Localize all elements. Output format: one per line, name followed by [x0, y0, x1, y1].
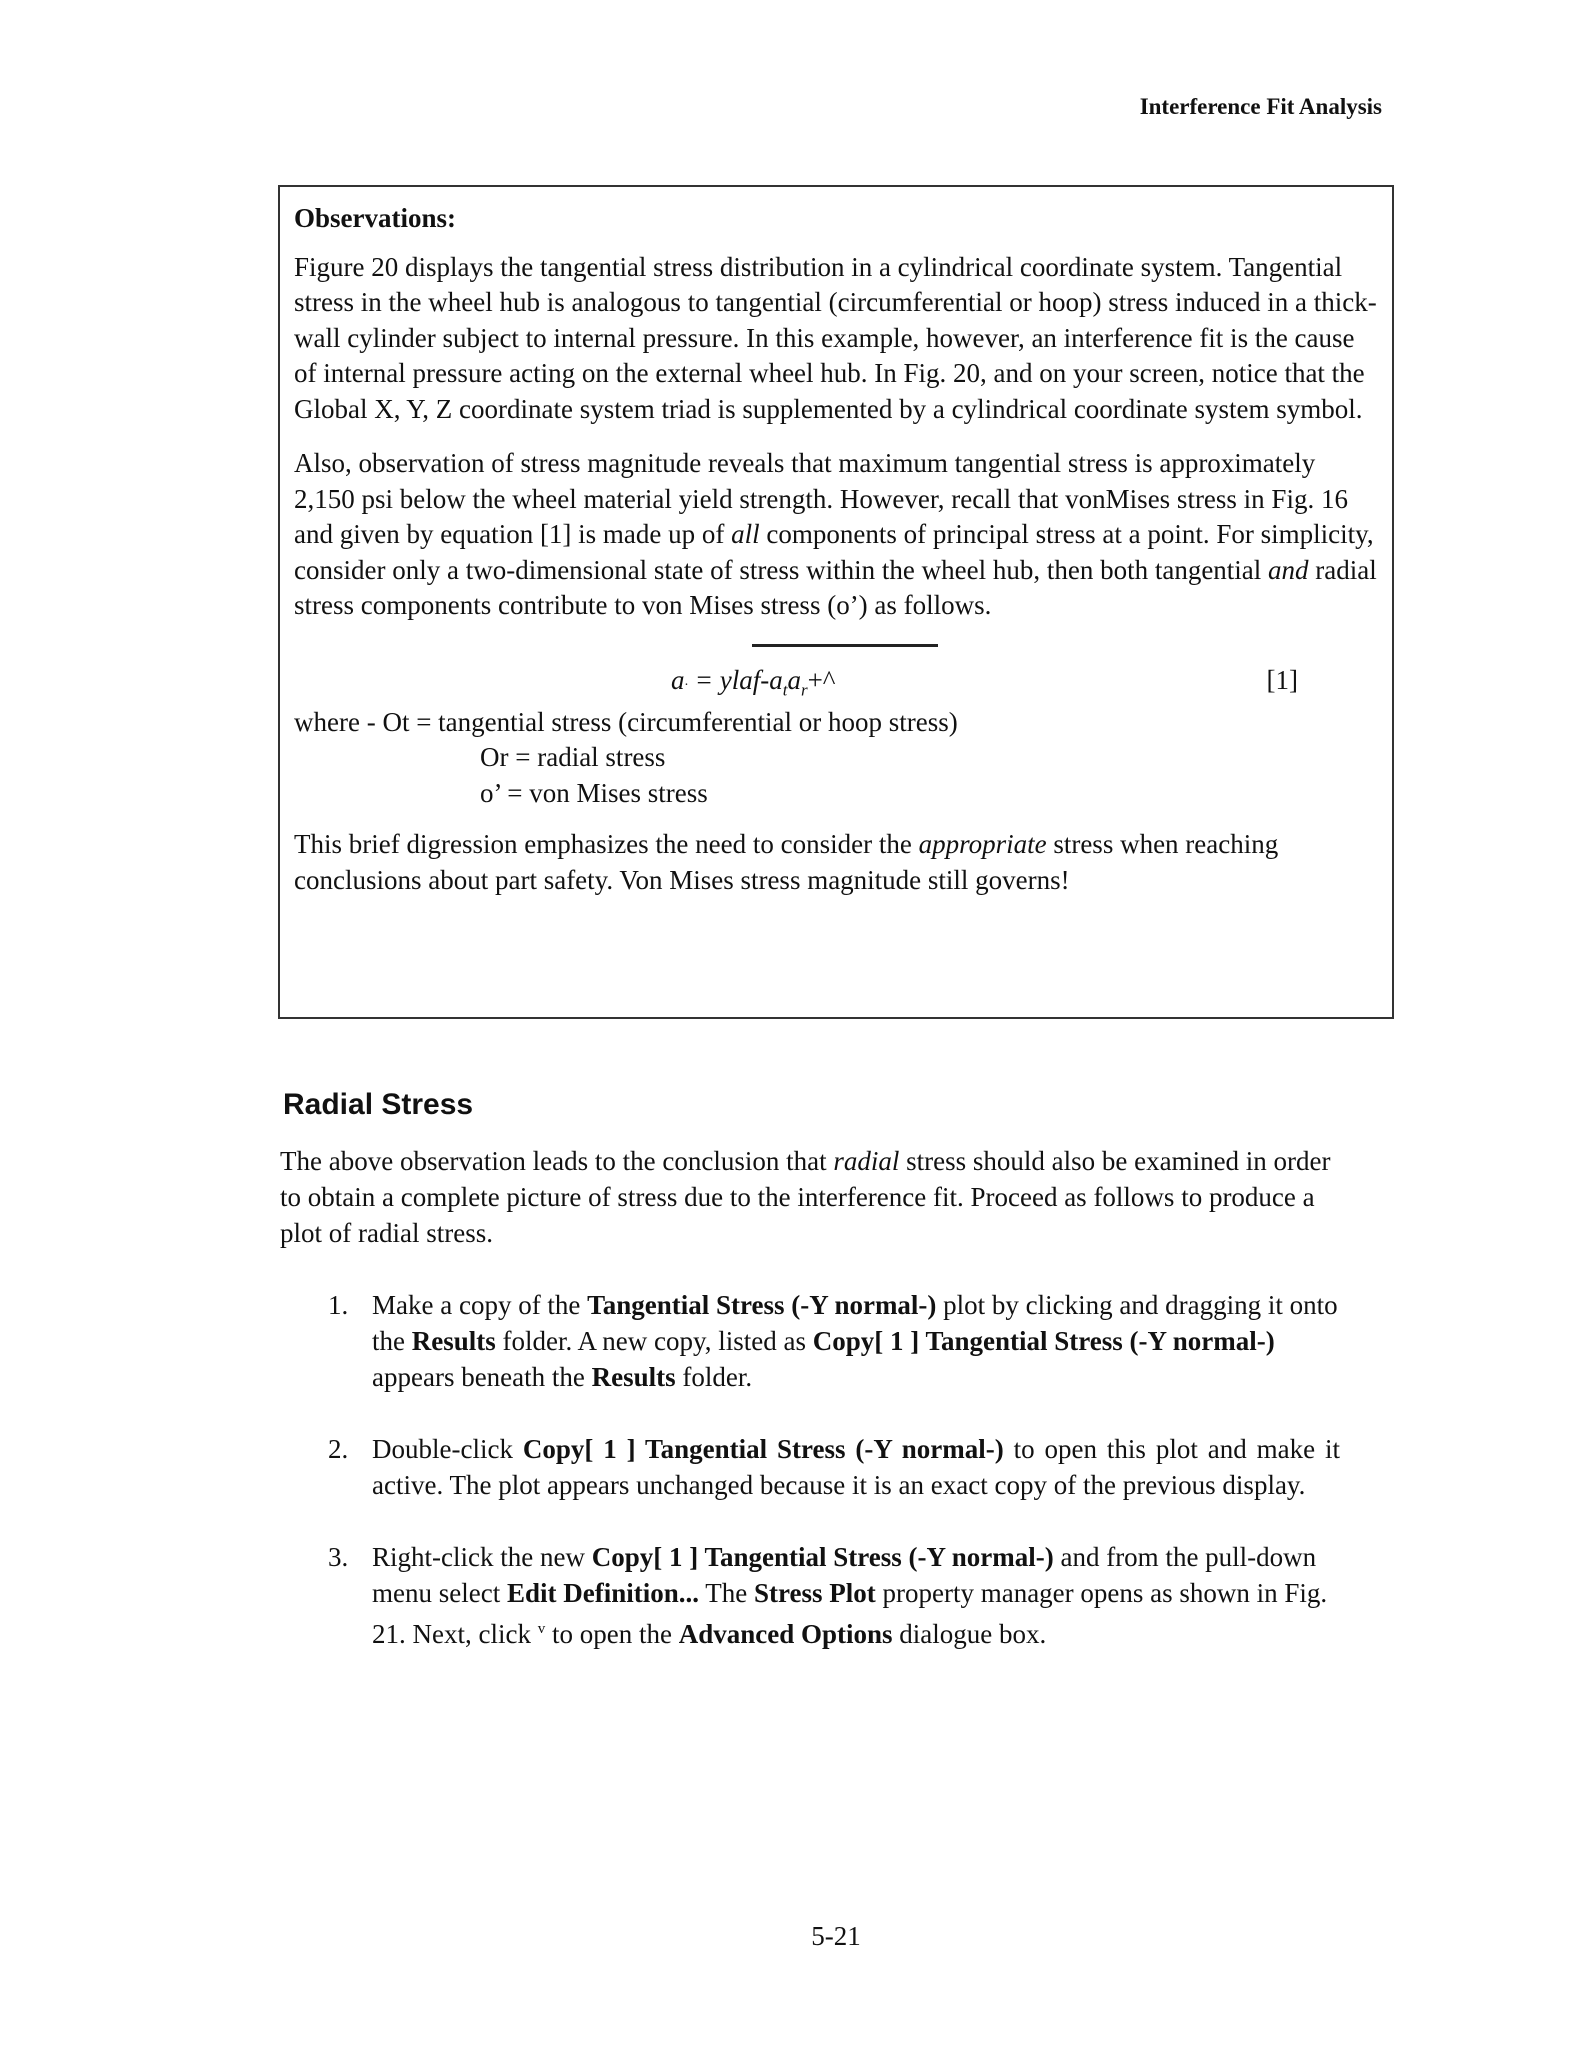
step-2: 2. Double-click Copy[ 1 ] Tangential Stress (-Y normal-) to open this plot and make it active. The plot appears unchanged because it is an exact copy of the previous display.	[320, 1431, 1340, 1503]
running-header: Interference Fit Analysis	[1139, 94, 1382, 119]
equation-expression: a· = ylaf-$a_ta_r+\^{}$	[671, 664, 836, 699]
observations-box	[278, 185, 1394, 1019]
section-heading: Radial Stress	[283, 1088, 474, 1121]
step-number: 2.	[328, 1434, 349, 1464]
section-intro: The above observation leads to the conclusion that radial stress should also be examined in order to obtain a complete picture of stress due to the interference fit. Proceed as follows to produce a plot of radial stress.	[280, 1146, 1331, 1248]
radical-bar	[752, 644, 938, 647]
expand-glyph: v	[537, 1621, 546, 1637]
step-3: 3. Right-click the new Copy[ 1 ] Tangential Stress (-Y normal-) and from the pull-down menu select Edit Definition... The Stress Plot property manager opens as shown in Fig. 21. Next, click $^v$ to open the Advanced Options dialogue box.	[320, 1539, 1340, 1652]
page-number: 5-21	[811, 1921, 861, 1951]
observations-paragraph-2: Also, observation of stress magnitude reveals that maximum tangential stress is approximately 2,150 psi below the wheel material yield strength. However, recall that vonMises stress in Fig. 16 and given by equation [1] is made up of all components of principal stress at a point. For simplicity, consider only a two-dimensional state of stress within the wheel hub, then both tangential and radial stress components contribute to von Mises stress (o’) as follows.	[294, 448, 1377, 620]
observations-paragraph-3: This brief digression emphasizes the need to consider the appropriate stress when reaching conclusions about part safety. Von Mises stress magnitude still governs!	[294, 829, 1279, 895]
observations-paragraph-1: Figure 20 displays the tangential stress distribution in a cylindrical coordinate system. Tangential stress in the wheel hub is analogous to tangential (circumferential or hoop) stress induced in a thick-wall cylinder subject to internal pressure. In this example, however, an interference fit is the cause of internal pressure acting on the external wheel hub. In Fig. 20, and on your screen, notice that the Global X, Y, Z coordinate system triad is supplemented by a cylindrical coordinate system symbol.	[294, 251, 1377, 424]
step-number: 1.	[328, 1290, 349, 1320]
equation-1	[294, 635, 1378, 705]
where-definition-vonmises: o’ = von Mises stress	[480, 777, 708, 808]
steps-list	[320, 1287, 1340, 1688]
step-number: 3.	[328, 1542, 349, 1572]
where-definition-radial: Or = radial stress	[480, 742, 666, 772]
step-1: 1. Make a copy of the Tangential Stress (-Y normal-) plot by clicking and dragging it onto the Results folder. A new copy, listed as Copy[ 1 ] Tangential Stress (-Y normal-) appears beneath the Results folder.	[320, 1287, 1340, 1395]
observations-title: Observations:	[294, 203, 456, 233]
where-definition-tangential: where - Ot = tangential stress (circumferential or hoop stress)	[294, 706, 958, 737]
equation-number: [1]	[1266, 664, 1298, 695]
